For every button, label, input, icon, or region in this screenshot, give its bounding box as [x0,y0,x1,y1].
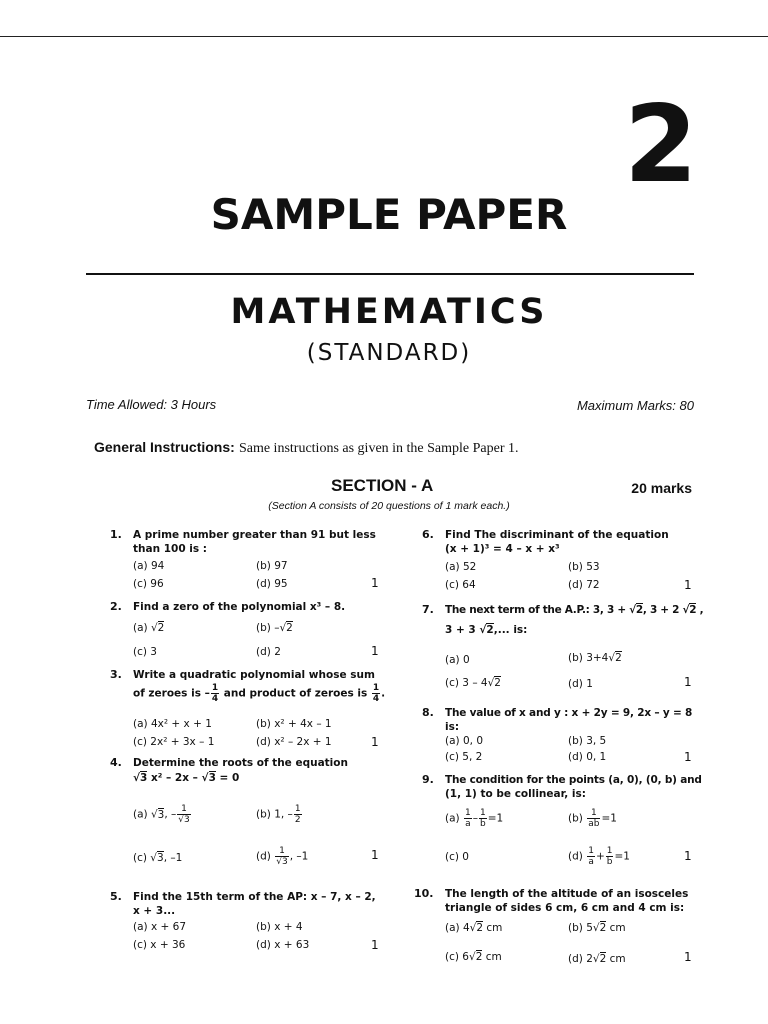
subject-subtitle: (STANDARD) [306,340,472,366]
question-text: Determine the roots of the equation [133,757,348,769]
instructions-text: Same instructions as given in the Sample Paper 1. [238,441,519,456]
question-text: is: [445,721,460,733]
option-a: (a) 4x² + x + 1 [133,718,212,730]
question-text: of zeroes is – $\frac{1}{4}$ and product of zeroes is $\frac{1}{4}$ . [133,683,386,704]
option-b: (b) –√2 [256,622,293,634]
option-d: (d) x² – 2x + 1 [256,736,332,748]
question-number: 2. [110,600,122,613]
question-text: than 100 is : [133,543,207,555]
question-mark: 1 [371,735,379,749]
option-c: (c) 2x² + 3x – 1 [133,736,215,748]
question-mark: 1 [684,750,692,764]
question-number: 9. [422,773,434,786]
question-text: (1, 1) to be collinear, is: [445,788,586,800]
question-number: 4. [110,756,122,769]
question-text: The length of the altitude of an isosceles [445,888,689,900]
title-divider [86,273,694,275]
question-text: Find a zero of the polynomial x³ – 8. [133,601,346,613]
option-c: (c) 3 – 4√2 [445,677,501,689]
maximum-marks: Maximum Marks: 80 [576,398,694,413]
option-b: (b) 1, – $\frac{1}{2}$ [256,804,301,825]
question-text: triangle of sides 6 cm, 6 cm and 4 cm is: [445,902,685,914]
option-a: (a) 52 [445,561,477,573]
option-b: (b) $\frac{1}{ab}$ =1 [568,808,617,829]
option-c: (c) 5, 2 [445,751,483,763]
question-text: 3 + 3 √2,... is: [445,624,528,636]
option-a: (a) 0 [445,654,470,666]
question-number: 7. [422,603,434,616]
question-number: 10. [414,887,434,900]
question-mark: 1 [371,576,379,590]
question-text: The value of x and y : x + 2y = 9, 2x – y = 8 [445,707,693,719]
option-c: (c) 64 [445,579,476,591]
option-b: (b) 3+4√2 [568,652,622,664]
option-b: (b) 5√2 cm [568,922,626,934]
question-mark: 1 [684,675,692,689]
question-mark: 1 [371,848,379,862]
option-d: (d) 95 [256,578,288,590]
top-rule [0,36,768,37]
question-text: The next term of the A.P.: 3, 3 + √2, 3 + 2 √2 , [445,604,704,616]
option-d: (d) 2 [256,646,281,658]
question-text: The condition for the points (a, 0), (0, b) and [445,774,702,786]
option-a: (a) √3, – $\frac{1}{√3}$ [133,804,190,825]
option-d: (d) 1 [568,678,593,690]
question-text: A prime number greater than 91 but less [133,529,376,541]
option-d: (d) 2√2 cm [568,953,626,965]
option-d: (d) 72 [568,579,600,591]
question-number: 3. [110,668,122,681]
question-text: (x + 1)³ = 4 – x + x³ [445,543,560,555]
question-number: 6. [422,528,434,541]
section-title: SECTION - A [331,476,434,495]
option-c: (c) 96 [133,578,164,590]
question-number: 8. [422,706,434,719]
option-b: (b) x + 4 [256,921,303,933]
option-b: (b) 53 [568,561,600,573]
question-text: Find The discriminant of the equation [445,529,669,541]
option-c: (c) x + 36 [133,939,186,951]
subject-title: MATHEMATICS [230,292,548,332]
question-mark: 1 [684,849,692,863]
option-d: (d) x + 63 [256,939,310,951]
option-b: (b) 3, 5 [568,735,607,747]
option-c: (c) 6√2 cm [445,951,502,963]
option-a: (a) 94 [133,560,165,572]
question-mark: 1 [371,938,379,952]
option-a: (a) 0, 0 [445,735,484,747]
question-mark: 1 [371,644,379,658]
option-c: (c) 3 [133,646,157,658]
option-c: (c) 0 [445,851,469,863]
option-a: (a) x + 67 [133,921,187,933]
question-mark: 1 [684,950,692,964]
general-instructions [94,439,519,457]
paper-number: 2 [624,83,696,206]
option-d: (d) $\frac{1}{√3}$ , –1 [256,846,309,867]
option-a: (a) √2 [133,622,165,634]
option-c: (c) √3, –1 [133,852,183,864]
question-number: 5. [110,890,122,903]
option-a: (a) $\frac{1}{a}$ – $\frac{1}{b}$ =1 [445,808,504,829]
question-text: Write a quadratic polynomial whose sum [133,669,375,681]
question-equation: √3 x² – 2x – √3 = 0 [133,772,240,784]
option-b: (b) 97 [256,560,288,572]
instructions-label: General Instructions: [94,439,235,455]
paper-title: SAMPLE PAPER [210,190,568,239]
question-text: x + 3... [133,905,176,917]
option-b: (b) x² + 4x – 1 [256,718,332,730]
option-a: (a) 4√2 cm [445,922,503,934]
option-d: (d) $\frac{1}{a}$ + $\frac{1}{b}$ =1 [568,846,630,867]
option-d: (d) 0, 1 [568,751,607,763]
section-marks: 20 marks [631,480,692,496]
question-number: 1. [110,528,122,541]
time-allowed: Time Allowed: 3 Hours [86,397,217,412]
section-note: (Section A consists of 20 questions of 1 mark each.) [268,500,510,512]
question-text: Find the 15th term of the AP: x – 7, x – 2, [133,891,376,903]
question-mark: 1 [684,578,692,592]
